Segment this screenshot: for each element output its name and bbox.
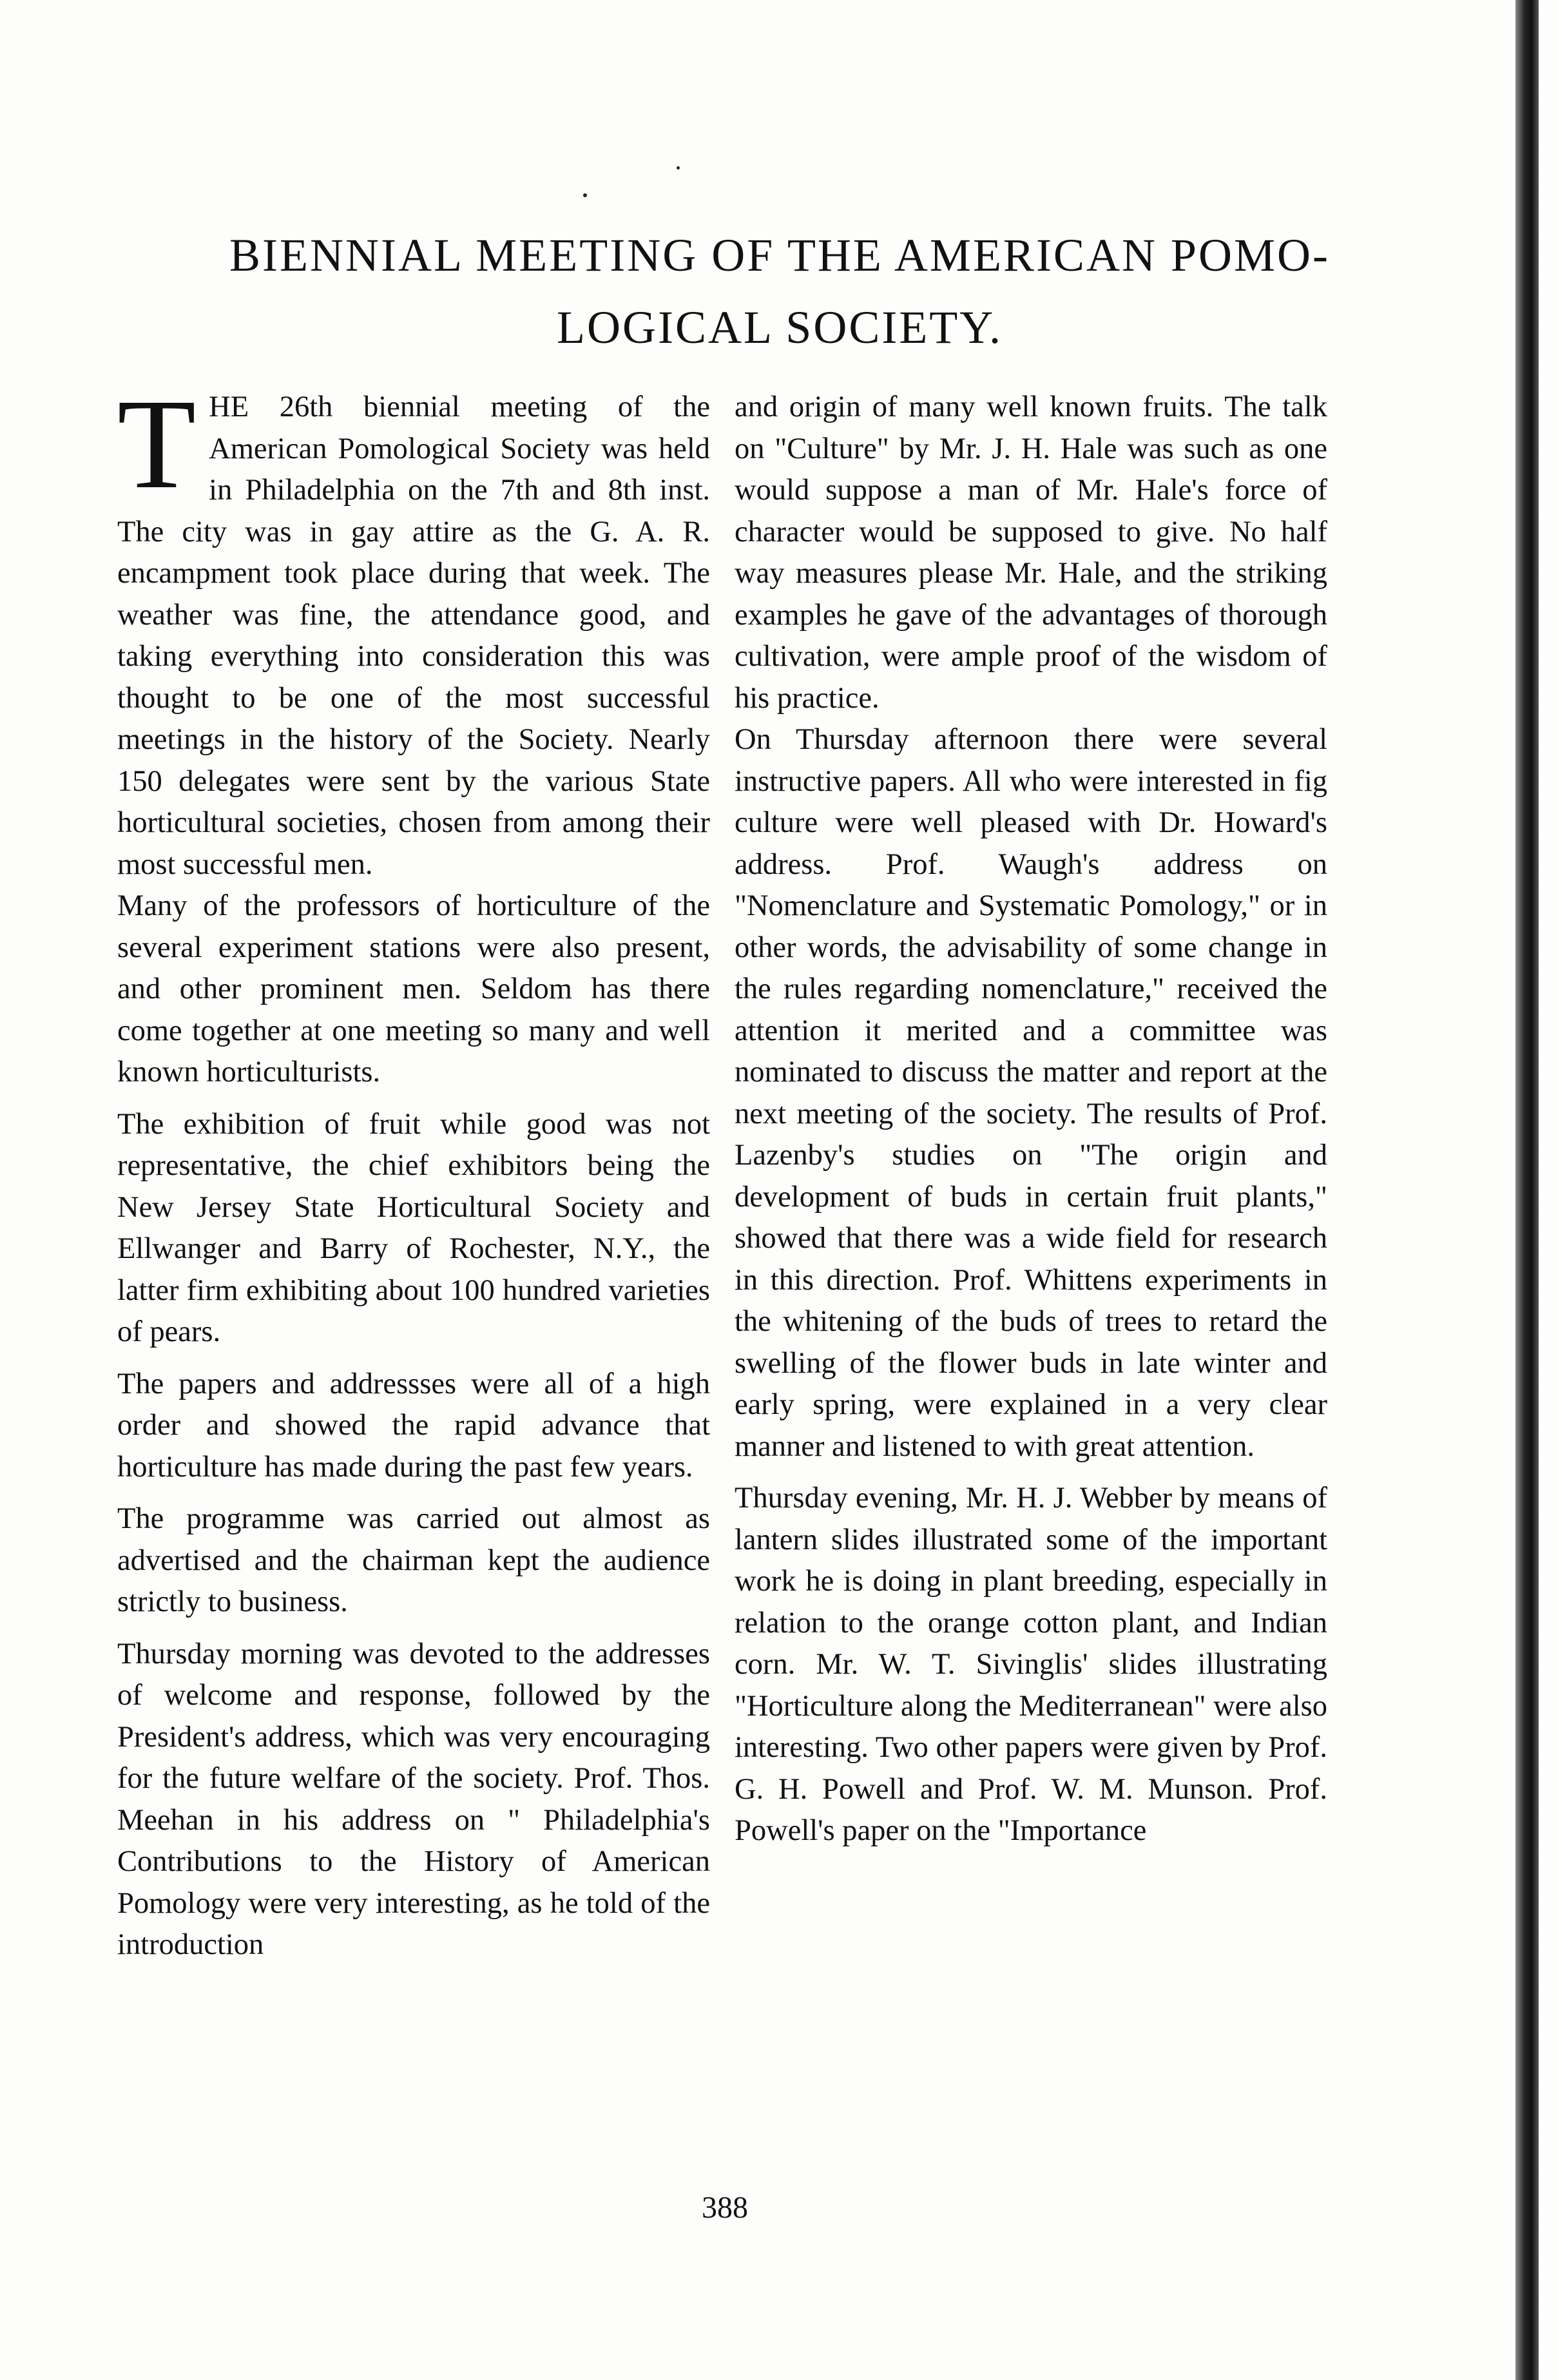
scan-speck bbox=[677, 166, 680, 169]
paragraph: Thursday evening, Mr. H. J. Webber by means of lantern slides illustrated some of the important work he is doing in plant breeding, especially in relation to the orange cotton plant, and Indian corn. Mr. W. T. Sivinglis' slides illustrating "Horticulture along the Mediterranean" were also interesting. Two other papers were given by Prof. G. H. Powell and Prof. W. M. Munson. Prof. Powell's paper on the "Importance bbox=[735, 1482, 1327, 1847]
right-column bbox=[735, 387, 1327, 1852]
scan-speck bbox=[583, 193, 587, 197]
left-column bbox=[117, 373, 710, 1966]
title-line-1: BIENNIAL MEETING OF THE AMERICAN POMO- bbox=[229, 229, 1330, 281]
paragraph: Thursday morning was devoted to the addresses of welcome and response, followed by the President's address, which was very encouraging for the future welfare of the society. Prof. Thos. Meehan in his address on " Philadelphia's Contributions to the History of American Pomology were very interesting, as he told of the introduction bbox=[117, 1637, 710, 1961]
title-line-2: LOGICAL SOCIETY. bbox=[557, 302, 1003, 353]
paragraph: Many of the professors of horticulture of the several experiment stations were also present, and other prominent men. Seldom has there come together at one meeting so many and well known horticulturists. bbox=[117, 889, 710, 1088]
paragraph: and origin of many well known fruits. The talk on "Culture" by Mr. J. H. Hale was such as one would suppose a man of Mr. Hale's force of character would be supposed to give. No half way measures please Mr. Hale, and the striking examples he gave of the advantages of thorough cultivation, were ample proof of the wisdom of his practice. bbox=[735, 391, 1327, 715]
page-number: 388 bbox=[702, 2191, 748, 2225]
paragraph: The exhibition of fruit while good was not representative, the chief exhibitors being the New Jersey State Horticultural Society and Ellwanger and Barry of Rochester, N.Y., the latter firm exhibiting about 100 hundred varieties of pears. bbox=[117, 1107, 710, 1348]
paragraph: THE 26th biennial meeting of the American Pomological Society was held in Philadelphia on the 7th and 8th inst. The city was in gay attire as the G. A. R. encampment took place during that week. The weather was fine, the attendance good, and taking everything into consideration this was thought to be one of the most successful meetings in the history of the Society. Nearly 150 delegates were sent by the various State horticultural societies, chosen from among their most successful men. bbox=[117, 373, 710, 881]
drop-cap: T bbox=[117, 373, 197, 516]
article-title bbox=[103, 219, 1456, 363]
scan-edge bbox=[1515, 0, 1539, 2380]
paragraph: On Thursday afternoon there were several instructive papers. All who were interested in fig culture were well pleased with Dr. Howard's address. Prof. Waugh's address on "Nomenclature and Systematic Pomology," or in other words, the advisability of some change in the rules regarding nomenclature," received the attention it merited and a committee was nominated to discuss the matter and report at the next meeting of the society. The results of Prof. Lazenby's studies on "The origin and development of buds in certain fruit plants," showed that there was a wide field for research in this direction. Prof. Whittens experiments in the whitening of the buds of trees to retard the swelling of the flower buds in late winter and early spring, were explained in a very clear manner and listened to with great attention. bbox=[735, 723, 1327, 1463]
paragraph: The papers and addressses were all of a high order and showed the rapid advance that horticulture has made during the past few years. bbox=[117, 1367, 710, 1484]
paragraph: The programme was carried out almost as advertised and the chairman kept the audience strictly to business. bbox=[117, 1502, 710, 1618]
